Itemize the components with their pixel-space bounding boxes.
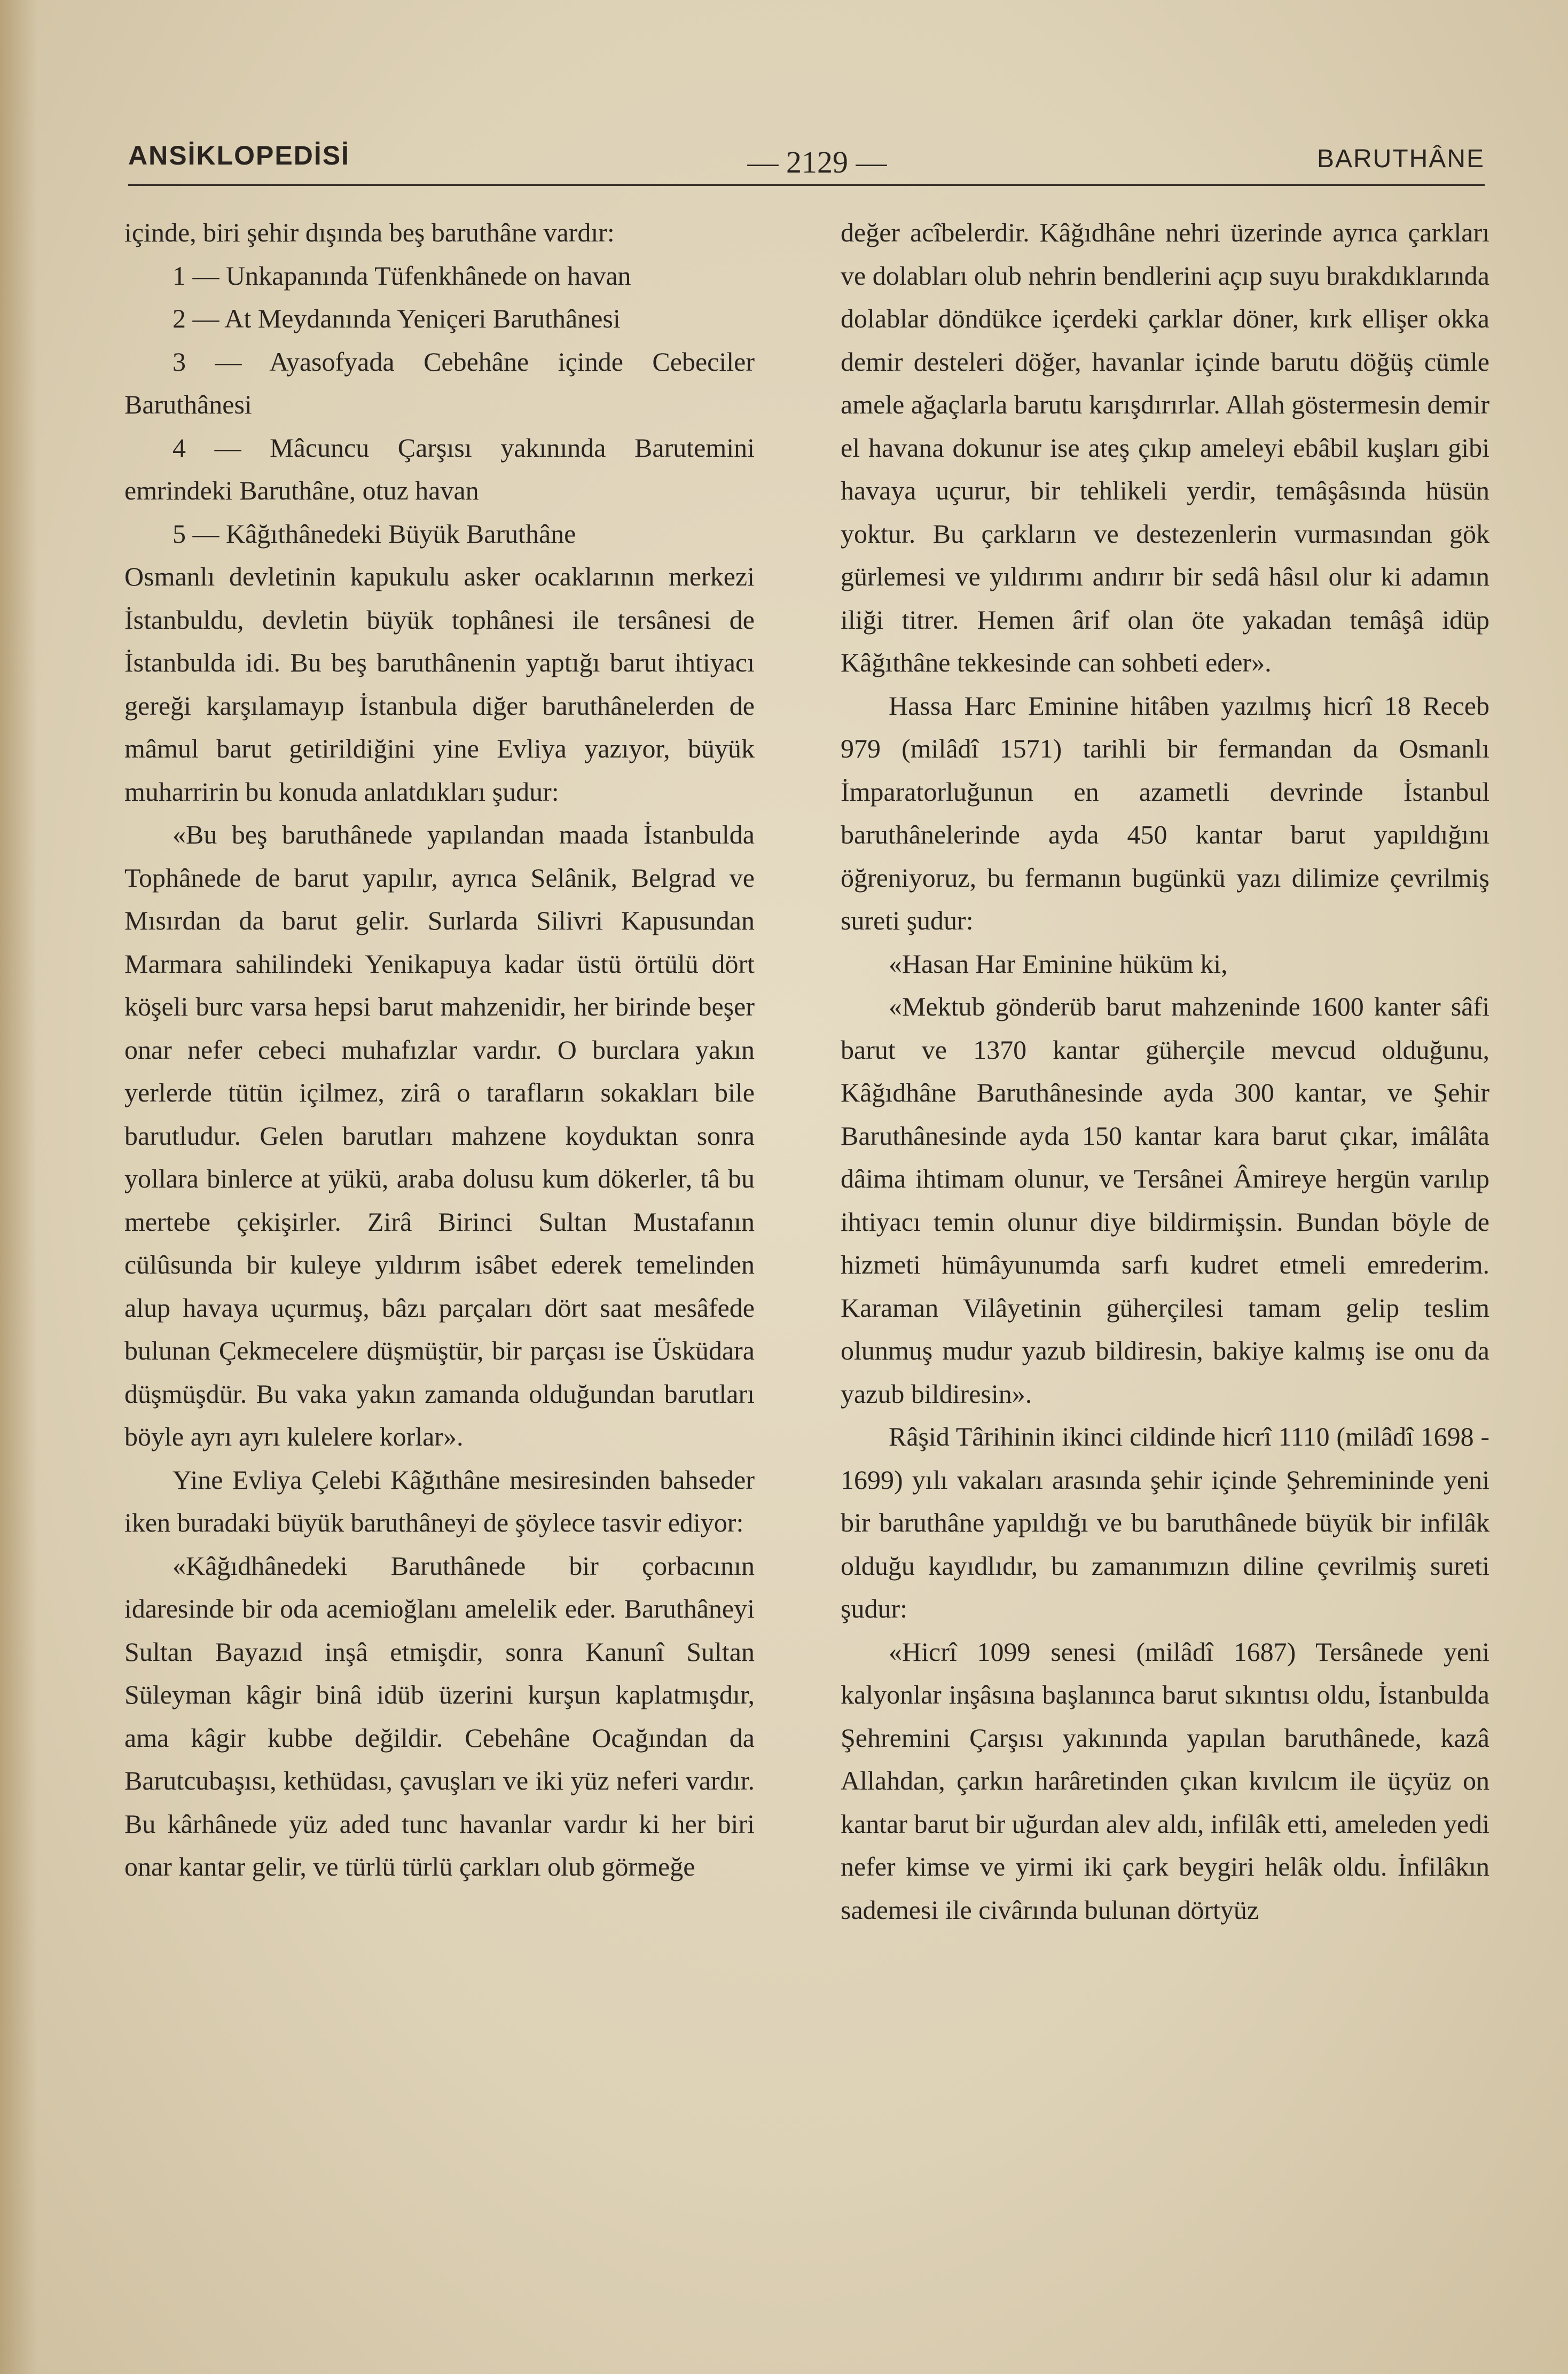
left-column xyxy=(124,211,755,1888)
paragraph: 3 — Ayasofyada Cebehâne içinde Cebeciler Baruthânesi xyxy=(124,346,755,419)
header-title-left: ANSİKLOPEDİSİ xyxy=(128,140,350,170)
paragraph: Yine Evliya Çelebi Kâğıthâne mesiresinden bahseder iken buradaki büyük baruthâneyi de şöylece tasvir ediyor: xyxy=(124,1464,755,1537)
paragraph: içinde, biri şehir dışında beş baruthâne vardır: xyxy=(124,217,615,247)
paragraph: 1 — Unkapanında Tüfenkhânede on havan xyxy=(173,260,631,291)
paragraph: değer acîbelerdir. Kâğıdhâne nehri üzerinde ayrıca çarkları ve dolabları olub nehrin bendlerini açıp suyu bırakdıklarında dolablar döndükce içerdeki çarklar döner, kırk ellişer okka demir desteleri döğer, havanlar içinde barutu döğüş cümle amele ağaçlarla barutu karışdırırlar. Allah göstermesin demir el havana dokunur ise ateş çıkıp ameleyi ebâbil kuşları gibi havaya uçurur, bir tehlikeli yerdir, temâşâsında hüsün yoktur. Bu çarkların ve destezenlerin vurmasından gök gürlemesi ve yıldırımı andırır bir sedâ hâsıl olur ki adamın iliği titrer. Hemen ârif olan öte yakadan temâşâ idüp Kâğıthâne tekkesinde can sohbeti eder». xyxy=(841,217,1489,677)
header-rule xyxy=(128,184,1485,186)
paragraph: 4 — Mâcuncu Çarşısı yakınında Barutemini emrindeki Baruthâne, otuz havan xyxy=(124,432,755,505)
right-column xyxy=(841,211,1489,1931)
paragraph: «Mektub gönderüb barut mahzeninde 1600 kanter sâfi barut ve 1370 kantar güherçile mevcud olduğunu, Kâğıdhâne Baruthânesinde ayda 300 kantar, ve Şehir Baruthânesinde ayda 150 kantar kara barut çıkar, imâlâta dâima ihtimam olunur, ve Tersânei Âmireye hergün varılıp ihtiyacı temin olunur diye bildirmişsin. Bundan böyle de hizmeti hümâyunumda sarfı kudret etmeli emrederim. Karaman Vilâyetinin güherçilesi tamam gelip teslim olunmuş mudur yazub bildiresin, bakiye kalmış ise onu da yazub bildiresin». xyxy=(841,991,1489,1409)
paragraph: 5 — Kâğıthânedeki Büyük Baruthâne xyxy=(173,518,576,549)
paragraph: Osmanlı devletinin kapukulu asker ocaklarının merkezi İstanbuldu, devletin büyük tophânesi ile tersânesi de İstanbulda idi. Bu beş baruthânenin yaptığı barut ihtiyacı gereği karşılamayıp İstanbula diğer baruthânelerden de mâmul barut getirildiğini yine Evliya yazıyor, büyük muharririn bu konuda anlatdıkları şudur: xyxy=(124,561,755,807)
paragraph: «Bu beş baruthânede yapılandan maada İstanbulda Tophânede de barut yapılır, ayrıca Selânik, Belgrad ve Mısırdan da barut gelir. Surlarda Silivri Kapusundan Marmara sahilindeki Yenikapuya kadar üstü örtülü dört köşeli burc varsa hepsi barut mahzenidir, her birinde beşer onar nefer cebeci muhafızlar vardır. O burclara yakın yerlerde tütün içilmez, zirâ o tarafların sokakları bile barutludur. Gelen barutları mahzene koyduktan sonra yollara binlerce at yükü, araba dolusu kum dökerler, tâ bu mertebe çekişirler. Zirâ Birinci Sultan Mustafanın cülûsunda bir kuleye yıldırım isâbet ederek temelinden alup havaya uçurmuş, bâzı parçaları dört saat mesâfede bulunan Çekmecelere düşmüştür, bir parçası ise Üsküdara düşmüşdür. Bu vaka yakın zamanda olduğundan barutları böyle ayrı ayrı kulelere korlar». xyxy=(124,819,755,1451)
running-header xyxy=(128,134,1485,187)
paragraph: «Hasan Har Eminine hüküm ki, xyxy=(889,948,1228,979)
paragraph: 2 — At Meydanında Yeniçeri Baruthânesi xyxy=(173,303,621,333)
paragraph: «Kâğıdhânedeki Baruthânede bir çorbacının idaresinde bir oda acemioğlanı amelelik eder. Baruthâneyi Sultan Bayazıd inşâ etmişdir, sonra Kanunî Sultan Süleyman kâgir binâ idüb üzerini kurşun kaplatmışdır, ama kâgir kubbe değildir. Cebehâne Ocağından da Barutcubaşısı, kethüdası, çavuşları ve iki yüz neferi vardır. Bu kârhânede yüz aded tunc havanlar vardır ki her biri onar kantar gelir, ve türlü türlü çarkları olub görmeğe xyxy=(124,1550,755,1881)
header-title-right: BARUTHÂNE xyxy=(1316,145,1485,173)
page-edge-shadow xyxy=(0,0,37,2374)
page-number: — 2129 — xyxy=(747,145,887,179)
paragraph: «Hicrî 1099 senesi (milâdî 1687) Tersânede yeni kalyonlar inşâsına başlanınca barut sıkıntısı oldu, İstanbulda Şehremini Çarşısı yakınında yapılan baruthânede, kazâ Allahdan, çarkın harâretinden çıkan kıvılcım ile üçyüz on kantar barut bir uğurdan alev aldı, infilâk etti, ameleden yedi nefer kimse ve yirmi iki çark beygiri helâk oldu. İnfilâkın sademesi ile civârında bulunan dörtyüz xyxy=(841,1636,1489,1925)
paragraph: Hassa Harc Eminine hitâben yazılmış hicrî 18 Receb 979 (milâdî 1571) tarihli bir fermandan da Osmanlı İmparatorluğunun en azametli devrinde İstanbul baruthânelerinde ayda 450 kantar barut yapıldığını öğreniyoruz, bu fermanın bugünkü yazı dilimize çevrilmiş sureti şudur: xyxy=(841,690,1489,935)
paragraph: Râşid Târihinin ikinci cildinde hicrî 1110 (milâdî 1698 - 1699) yılı vakaları arasında şehir içinde Şehremininde yeni bir baruthâne yapıldığı ve bu baruthânede büyük bir infilâk olduğu kayıdlıdır, bu zamanımızın diline çevrilmiş sureti şudur: xyxy=(841,1422,1489,1623)
